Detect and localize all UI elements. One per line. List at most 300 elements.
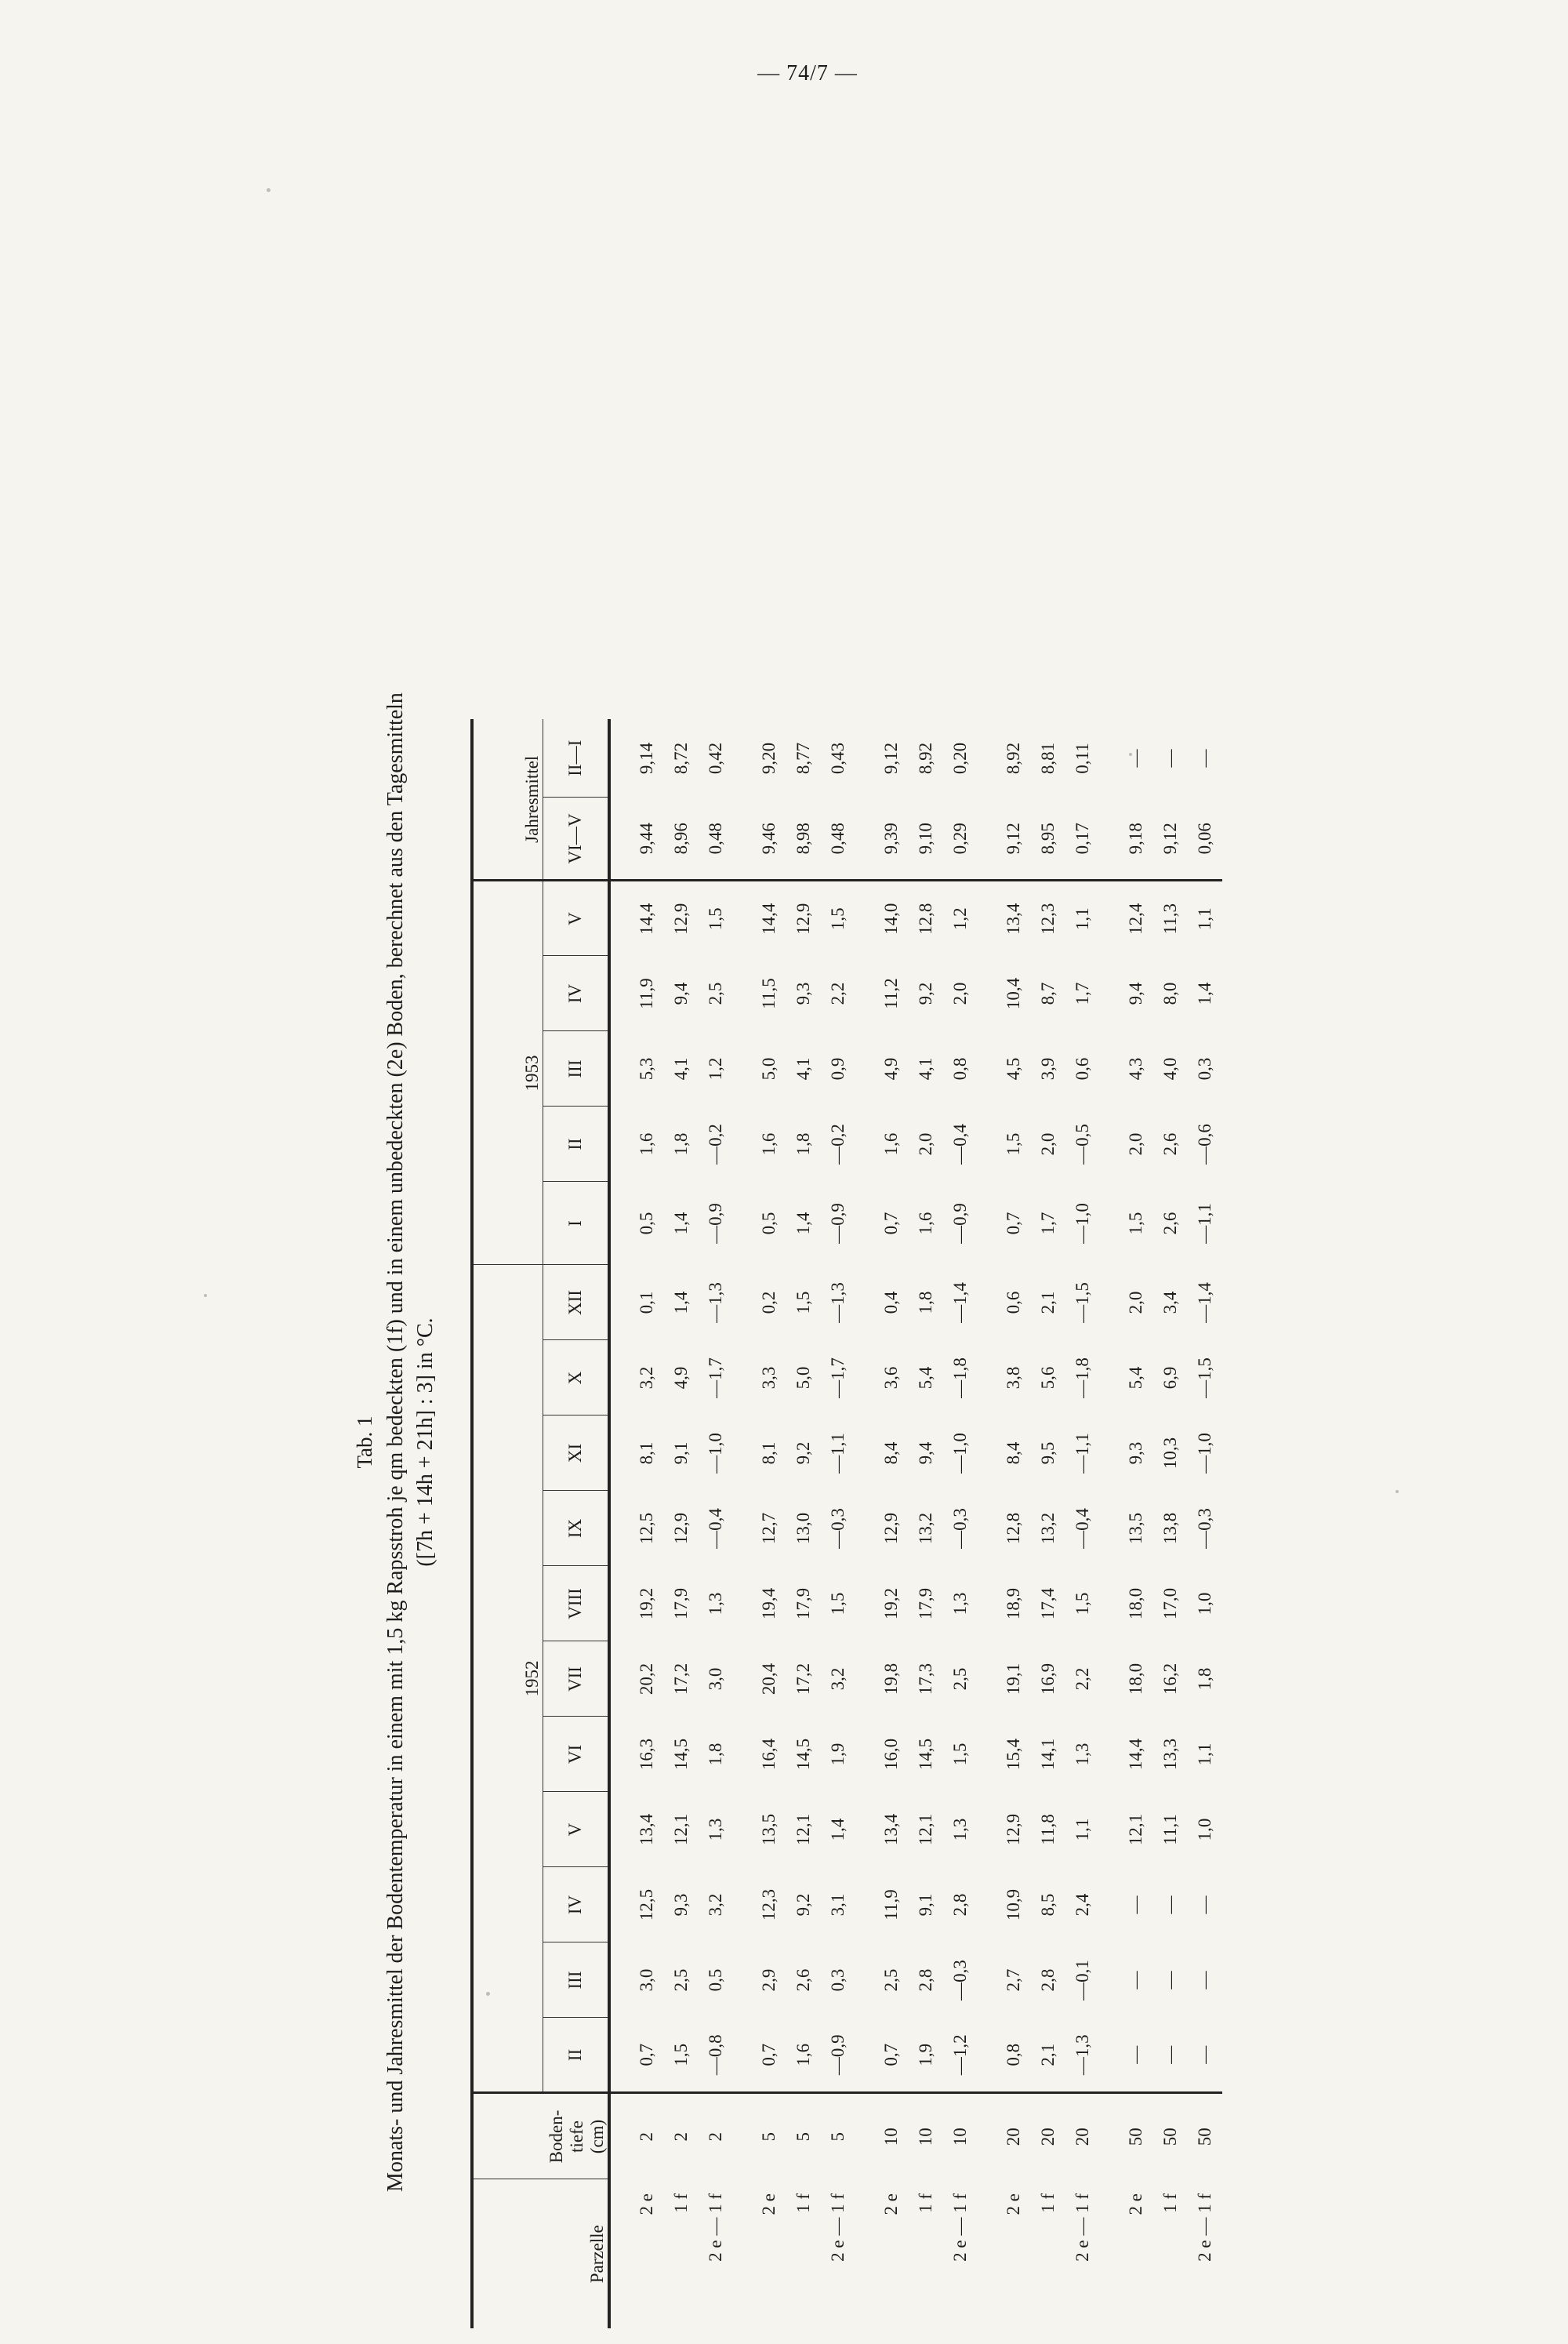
spacer-cell [733,1107,752,1182]
value-cell-1953: 14,4 [759,903,779,935]
value-cell-1952: 0,8 [996,2018,1031,2093]
value-cell-1952: 2,5 [881,1968,901,1992]
value-cell-1952: 12,5 [637,1888,656,1921]
value-cell-1953: 2,6 [1160,1132,1180,1156]
spacer-cell [733,881,752,956]
depth-cell: 10 [950,2128,970,2146]
month-header-1952: V [543,1792,610,1867]
month-header-1952: X [543,1340,610,1415]
rotated-table-block [353,540,1215,2344]
group-spacer [733,719,752,2328]
spacer-cell [1100,1717,1119,1792]
value-cell-1953: 2,0 [1038,1132,1058,1156]
parzelle-cell: 2 e [1004,2193,1023,2215]
value-cell-1952: —1,1 [1073,1433,1092,1474]
value-cell-1953: 1,7 [1038,1212,1058,1235]
value-cell-1953: 1,4 [793,1212,813,1235]
value-cell-1953: 1,6 [881,1132,901,1156]
annual-mean-cell: 9,12 [1153,798,1188,881]
value-cell-1952: 8,4 [881,1441,901,1465]
speck [1396,1490,1399,1493]
value-cell-1952: 14,5 [793,1738,813,1771]
value-cell-1953: 9,2 [916,982,935,1005]
spacer-cell [609,1107,630,1182]
spacer-cell [978,1491,996,1566]
value-cell-1953: —1,1 [1195,1203,1214,1244]
value-cell-1952: 1,3 [706,1592,725,1615]
value-cell-1952: —1,7 [706,1357,725,1398]
value-cell-1952: 1,3 [1073,1743,1092,1766]
value-cell-1952: 1,4 [671,1291,691,1314]
value-cell-1952: 20,2 [637,1663,656,1695]
value-cell-1953: 8,0 [1160,982,1180,1005]
value-cell-1953: 9,3 [793,982,813,1005]
spacer-cell [609,1792,630,1867]
spacer-cell [609,1942,630,2018]
annual-mean-cell: 9,46 [752,798,786,881]
value-cell-1952: — [1126,1895,1145,1914]
value-cell-1952: 14,1 [1038,1738,1058,1771]
value-cell-1952: 3,4 [1160,1291,1180,1314]
value-cell-1952: 13,5 [1126,1512,1145,1545]
value-cell-1952: 12,3 [759,1888,779,1921]
value-cell-1952: 3,8 [1004,1366,1023,1390]
value-cell-1952: 3,0 [706,1667,725,1691]
annual-mean-cell: — [1195,749,1214,768]
spacer-cell [855,1031,874,1107]
spacer-cell [1100,1340,1119,1415]
spacer-cell [855,2179,874,2328]
annual-mean-cell: 0,17 [1065,798,1100,881]
value-cell-1952: 1,1 [1195,1743,1214,1766]
annual-mean-cell: 8,96 [664,798,699,881]
spacer-cell [855,956,874,1031]
spacer-cell [733,2018,752,2093]
spacer-cell [978,881,996,956]
value-cell-1952: 1,1 [1073,1818,1092,1841]
value-cell-1953: 1,6 [637,1132,656,1156]
value-cell-1952: —1,7 [828,1357,848,1398]
value-cell-1953: 0,8 [950,1057,970,1081]
group-spacer [1100,719,1119,2328]
annual-mean-cell: 9,39 [874,798,909,881]
spacer-cell [978,719,996,798]
value-cell-1953: 12,3 [1038,903,1058,935]
value-cell-1953: —0,4 [950,1124,970,1165]
value-cell-1952: 3,1 [828,1893,848,1917]
value-cell-1952: 12,7 [759,1512,779,1545]
header-parzelle: Parzelle [472,2179,609,2328]
value-cell-1952: 19,2 [881,1587,901,1620]
value-cell-1953: 1,1 [1195,907,1214,931]
value-cell-1952: 3,2 [828,1667,848,1691]
depth-cell: 50 [1160,2128,1180,2146]
value-cell-1952: —0,1 [1073,1960,1092,2001]
value-cell-1953: —0,9 [706,1203,725,1244]
group-spacer [978,719,996,2328]
month-header-1953: V [543,881,610,956]
annual-mean-cell: — [1160,749,1180,768]
spacer-cell [733,2179,752,2328]
value-cell-1952: 14,4 [1126,1738,1145,1771]
spacer-cell [855,1717,874,1792]
spacer-cell [855,798,874,881]
value-cell-1952: 3,0 [637,1968,656,1992]
spacer-cell [609,1717,630,1792]
annual-mean-cell: 9,14 [637,742,656,775]
spacer-cell [609,1867,630,1942]
month-header-row [543,719,610,2328]
value-cell-1953: 2,2 [828,982,848,1005]
value-cell-1952: 9,3 [1126,1441,1145,1465]
value-cell-1953: 11,9 [637,978,656,1009]
month-header-1952: VII [543,1641,610,1717]
value-cell-1952: 3,2 [706,1893,725,1917]
table-label: Tab. 1 [353,1415,376,1469]
value-cell-1953: 10,4 [1004,977,1023,1010]
spacer-cell [978,1942,996,2018]
spacer-cell [855,881,874,956]
spacer-cell [609,1031,630,1107]
value-cell-1952: 10,9 [1004,1888,1023,1921]
value-cell-1952: 17,3 [916,1663,935,1695]
value-cell-1953: 1,2 [950,907,970,931]
header-year-1952: 1952 [472,1265,543,2093]
value-cell-1952: 12,1 [671,1813,691,1846]
value-cell-1952: 0,3 [828,1968,848,1992]
parzelle-cell: 2 e [881,2193,901,2215]
value-cell-1952: — [1188,2018,1222,2093]
value-cell-1952: 1,8 [1195,1667,1214,1691]
annual-mean-cell: 0,48 [821,798,855,881]
annual-mean-cell: 9,12 [996,798,1031,881]
value-cell-1953: 0,7 [881,1212,901,1235]
table-row [1031,719,1065,2328]
spacer-cell [609,2018,630,2093]
value-cell-1952: 17,9 [671,1587,691,1620]
value-cell-1952: —0,3 [1195,1508,1214,1549]
value-cell-1952: 13,5 [759,1813,779,1846]
parzelle-cell: 1 f [793,2193,813,2213]
value-cell-1953: 4,0 [1160,1057,1180,1081]
value-cell-1952: 11,9 [881,1889,901,1921]
value-cell-1952: 13,2 [916,1512,935,1545]
value-cell-1952: 9,2 [793,1893,813,1917]
spacer-cell [733,1867,752,1942]
table-row [664,719,699,2328]
table-row [1188,719,1222,2328]
month-header-1952: IX [543,1491,610,1566]
value-cell-1953: 2,0 [1126,1132,1145,1156]
annual-mean-cell: — [1126,749,1145,768]
depth-cell: 20 [1038,2128,1058,2146]
spacer-cell [733,798,752,881]
annual-mean-cell: 8,77 [793,742,813,775]
value-cell-1952: 18,9 [1004,1587,1023,1620]
value-cell-1952: 17,9 [916,1587,935,1620]
depth-cell: 10 [916,2128,935,2146]
jahresmittel-header: II—I [543,719,610,798]
annual-mean-cell: 8,92 [1004,742,1023,775]
spacer-cell [733,956,752,1031]
group-spacer [609,719,630,2328]
value-cell-1952: 8,1 [759,1441,779,1465]
value-cell-1952: 13,0 [793,1512,813,1545]
annual-mean-cell: 8,81 [1038,742,1058,775]
value-cell-1952: 12,1 [916,1813,935,1846]
depth-cell: 2 [706,2132,725,2142]
value-cell-1952: —1,4 [950,1282,970,1323]
spacer-cell [733,1717,752,1792]
annual-mean-cell: 9,12 [881,742,901,775]
spacer-cell [978,1340,996,1415]
spacer-cell [733,719,752,798]
depth-cell: 2 [671,2132,691,2142]
value-cell-1952: 14,5 [916,1738,935,1771]
value-cell-1952: 5,0 [793,1366,813,1390]
spacer-cell [733,1340,752,1415]
value-cell-1952: —1,0 [706,1433,725,1474]
spacer-cell [855,1867,874,1942]
spacer-cell [609,1182,630,1265]
month-header-1952: III [543,1942,610,2018]
value-cell-1952: 12,8 [1004,1512,1023,1545]
parzelle-cell: 1 f [916,2193,935,2213]
month-header-1952: XII [543,1265,610,1340]
value-cell-1952: — [1160,1971,1180,1990]
value-cell-1953: 11,3 [1160,903,1180,935]
value-cell-1952: 2,0 [1126,1291,1145,1314]
value-cell-1952: 5,6 [1038,1366,1058,1390]
value-cell-1953: 8,7 [1038,982,1058,1005]
month-header-1953: III [543,1031,610,1107]
value-cell-1953: 1,6 [759,1132,779,1156]
table-row [699,719,733,2328]
speck [1129,753,1132,756]
depth-cell: 5 [828,2132,848,2142]
value-cell-1952: —1,1 [828,1433,848,1474]
value-cell-1953: —0,6 [1195,1124,1214,1165]
value-cell-1952: 19,2 [637,1587,656,1620]
value-cell-1952: 10,3 [1160,1437,1180,1470]
group-spacer [855,719,874,2328]
value-cell-1953: 4,3 [1126,1057,1145,1081]
value-cell-1952: — [1195,1971,1214,1990]
value-cell-1952: — [1126,1971,1145,1990]
value-cell-1953: 0,5 [637,1212,656,1235]
spacer-cell [855,1340,874,1415]
value-cell-1952: 0,7 [752,2018,786,2093]
value-cell-1952: 9,3 [671,1893,691,1917]
month-header-1952: VI [543,1717,610,1792]
value-cell-1952: 16,4 [759,1738,779,1771]
depth-cell: 20 [1004,2128,1023,2146]
spacer-cell [733,1031,752,1107]
month-header-1952: IV [543,1867,610,1942]
value-cell-1952: 1,5 [828,1592,848,1615]
value-cell-1952: 2,8 [1038,1968,1058,1992]
value-cell-1952: 13,2 [1038,1512,1058,1545]
value-cell-1952: 0,6 [1004,1291,1023,1314]
value-cell-1952: 13,4 [637,1813,656,1846]
value-cell-1953: 1,6 [916,1212,935,1235]
value-cell-1952: 8,4 [1004,1441,1023,1465]
value-cell-1952: 1,9 [828,1743,848,1766]
value-cell-1952: 1,9 [909,2018,943,2093]
header-jahresmittel: Jahresmittel [472,719,543,881]
value-cell-1953: 12,9 [671,903,691,935]
parzelle-cell: 2 e [759,2193,779,2215]
parzelle-cell: 2 e — 1 f [706,2193,725,2262]
value-cell-1952: 3,3 [759,1366,779,1390]
table-row [996,719,1031,2328]
value-cell-1953: 2,5 [706,982,725,1005]
value-cell-1952: 1,8 [916,1291,935,1314]
value-cell-1952: 12,5 [637,1512,656,1545]
parzelle-cell: 2 e — 1 f [950,2193,970,2262]
spacer-cell [733,1942,752,2018]
spacer-cell [978,1792,996,1867]
spacer-cell [733,2093,752,2179]
spacer-cell [609,1415,630,1491]
value-cell-1952: 1,3 [706,1818,725,1841]
spacer-cell [855,1641,874,1717]
value-cell-1952: 11,8 [1038,1814,1058,1845]
table-row [1153,719,1188,2328]
spacer-cell [1100,1265,1119,1340]
jahresmittel-header: VI—V [543,798,610,881]
value-cell-1953: —1,0 [1073,1203,1092,1244]
value-cell-1952: 16,9 [1038,1663,1058,1695]
value-cell-1953: —0,2 [828,1124,848,1165]
spacer-cell [1100,1867,1119,1942]
spacer-cell [978,1182,996,1265]
value-cell-1953: 12,9 [793,903,813,935]
value-cell-1953: 14,0 [881,903,901,935]
value-cell-1952: 2,6 [793,1968,813,1992]
spacer-cell [978,1717,996,1792]
value-cell-1952: 2,5 [950,1667,970,1691]
value-cell-1952: 2,1 [1038,1291,1058,1314]
value-cell-1953: 13,4 [1004,903,1023,935]
table-row [630,719,664,2328]
caption-line-2: ([7h + 14h + 21h] : 3] in °C. [413,1317,437,1567]
value-cell-1953: 9,4 [671,982,691,1005]
value-cell-1952: 2,5 [671,1968,691,1992]
depth-cell: 10 [881,2128,901,2146]
value-cell-1952: 2,1 [1031,2018,1065,2093]
value-cell-1952: 14,5 [671,1738,691,1771]
spacer-cell [1100,2179,1119,2328]
value-cell-1952: — [1119,2018,1153,2093]
value-cell-1952: 12,1 [1126,1813,1145,1846]
value-cell-1952: 9,1 [671,1441,691,1465]
spacer-cell [978,2093,996,2179]
value-cell-1952: 6,9 [1160,1366,1180,1390]
parzelle-cell: 2 e — 1 f [1073,2193,1092,2262]
value-cell-1953: 1,1 [1073,907,1092,931]
table-row [1119,719,1153,2328]
value-cell-1952: —0,4 [706,1508,725,1549]
value-cell-1952: 12,9 [1004,1813,1023,1846]
value-cell-1952: 20,4 [759,1663,779,1695]
value-cell-1952: 9,1 [916,1893,935,1917]
value-cell-1953: 1,7 [1073,982,1092,1005]
value-cell-1953: 4,1 [671,1057,691,1081]
value-cell-1953: 2,0 [916,1132,935,1156]
value-cell-1953: 9,4 [1126,982,1145,1005]
value-cell-1952: —1,8 [1073,1357,1092,1398]
value-cell-1952: —0,4 [1073,1508,1092,1549]
spacer-cell [609,956,630,1031]
spacer-cell [1100,1566,1119,1641]
header-bodentiefe: Boden-tiefe (cm) [472,2093,609,2179]
spacer-cell [855,1942,874,2018]
value-cell-1953: —0,5 [1073,1124,1092,1165]
value-cell-1952: 17,2 [793,1663,813,1695]
spacer-cell [609,2093,630,2179]
value-cell-1953: 11,5 [759,978,779,1009]
spacer-cell [978,1107,996,1182]
value-cell-1953: 4,9 [881,1057,901,1081]
annual-mean-cell: 9,10 [909,798,943,881]
speck [267,188,270,192]
value-cell-1952: 9,5 [1038,1441,1058,1465]
spacer-cell [1100,719,1119,798]
value-cell-1953: —0,9 [828,1203,848,1244]
spacer-cell [855,1415,874,1491]
value-cell-1952: —1,8 [950,1357,970,1398]
value-cell-1952: 1,0 [1195,1592,1214,1615]
annual-mean-cell: 9,18 [1119,798,1153,881]
value-cell-1952: 3,2 [637,1366,656,1390]
spacer-cell [1100,1182,1119,1265]
spacer-cell [855,1182,874,1265]
spacer-cell [978,1566,996,1641]
value-cell-1952: 1,3 [950,1818,970,1841]
spacer-cell [978,2018,996,2093]
spacer-cell [978,1265,996,1340]
value-cell-1952: —1,5 [1195,1357,1214,1398]
value-cell-1952: 1,5 [1073,1592,1092,1615]
month-header-1953: II [543,1107,610,1182]
table-caption [381,540,441,2344]
value-cell-1952: 2,7 [1004,1968,1023,1992]
table-row [943,719,978,2328]
spacer-cell [1100,1031,1119,1107]
value-cell-1953: 14,4 [637,903,656,935]
value-cell-1953: 0,5 [759,1212,779,1235]
value-cell-1952: 2,8 [950,1893,970,1917]
value-cell-1952: —0,8 [699,2018,733,2093]
spacer-cell [1100,798,1119,881]
spacer-cell [978,956,996,1031]
table-row [786,719,821,2328]
spacer-cell [609,881,630,956]
soil-temperature-table [470,719,1222,2328]
value-cell-1952: 0,7 [630,2018,664,2093]
spacer-cell [855,1265,874,1340]
value-cell-1952: 0,4 [881,1291,901,1314]
value-cell-1952: 16,3 [637,1738,656,1771]
speck [486,1992,490,1996]
parzelle-cell: 2 e [637,2193,656,2215]
spacer-cell [733,1566,752,1641]
value-cell-1952: —0,3 [828,1508,848,1549]
value-cell-1952: — [1160,1895,1180,1914]
value-cell-1952: 1,5 [950,1743,970,1766]
annual-mean-cell: 0,06 [1188,798,1222,881]
